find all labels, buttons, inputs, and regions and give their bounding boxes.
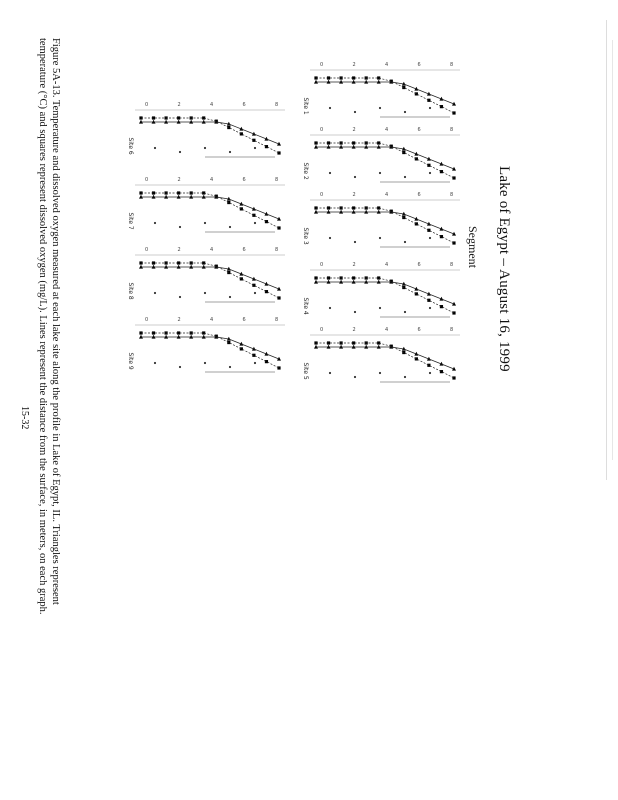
oxygen-point	[252, 354, 255, 357]
tick-label: 4	[210, 247, 214, 253]
tick-label: 4	[385, 327, 389, 333]
oxygen-point	[415, 292, 418, 295]
temperature-line	[316, 147, 454, 169]
tick-label: 6	[242, 102, 246, 108]
tick-label: 6	[242, 177, 246, 183]
sample-marker	[329, 107, 331, 109]
temperature-line	[316, 282, 454, 304]
oxygen-point	[402, 151, 405, 154]
temperature-line	[141, 267, 279, 289]
tick-label: 0	[145, 177, 149, 183]
tick-label: 0	[145, 247, 149, 253]
sample-marker	[429, 372, 431, 374]
oxygen-point	[227, 341, 230, 344]
oxygen-point	[265, 220, 268, 223]
tick-label: 2	[352, 262, 356, 268]
tick-label: 8	[275, 177, 279, 183]
oxygen-point	[427, 164, 430, 167]
section-label: Segment	[466, 226, 480, 268]
sample-marker	[404, 376, 406, 378]
oxygen-point	[402, 216, 405, 219]
sample-marker	[429, 172, 431, 174]
panel-label: Site 3	[302, 227, 309, 245]
oxygen-point	[440, 305, 443, 308]
panel-label: Site 8	[127, 282, 134, 300]
oxygen-point	[452, 311, 455, 314]
tick-label: 6	[242, 317, 246, 323]
sample-marker	[354, 376, 356, 378]
sample-marker	[229, 296, 231, 298]
sample-marker	[254, 292, 256, 294]
oxygen-point	[277, 296, 280, 299]
sample-marker	[354, 111, 356, 113]
oxygen-point	[277, 226, 280, 229]
sample-marker	[329, 237, 331, 239]
tick-label: 4	[210, 102, 214, 108]
sample-marker	[204, 222, 206, 224]
tick-label: 4	[385, 192, 389, 198]
tick-label: 6	[417, 262, 421, 268]
oxygen-point	[240, 132, 243, 135]
caption-line-1: Figure 5A-13. Temperature and dissolved oxygen measured at each lake site along the profile in Lake of Egypt, IL. Triangles represent	[50, 38, 61, 605]
sample-marker	[379, 172, 381, 174]
sample-marker	[179, 226, 181, 228]
temperature-line	[141, 197, 279, 219]
oxygen-point	[240, 207, 243, 210]
sample-marker	[179, 151, 181, 153]
sample-marker	[204, 292, 206, 294]
oxygen-point	[415, 157, 418, 160]
oxygen-point	[277, 366, 280, 369]
sample-marker	[154, 292, 156, 294]
sample-marker	[329, 307, 331, 309]
sample-marker	[229, 366, 231, 368]
oxygen-point	[415, 92, 418, 95]
oxygen-point	[440, 170, 443, 173]
sample-marker	[154, 222, 156, 224]
tick-label: 0	[145, 317, 149, 323]
tick-label: 6	[417, 127, 421, 133]
panel-label: Site 9	[127, 352, 134, 370]
sample-marker	[429, 237, 431, 239]
oxygen-point	[452, 111, 455, 114]
panel-label: Site 4	[302, 297, 309, 315]
tick-label: 0	[145, 102, 149, 108]
oxygen-point	[265, 290, 268, 293]
tick-label: 6	[417, 192, 421, 198]
sample-marker	[229, 151, 231, 153]
tick-label: 2	[177, 317, 181, 323]
page-title: Lake of Egypt – August 16, 1999	[496, 166, 512, 372]
oxygen-point	[227, 126, 230, 129]
oxygen-point	[452, 376, 455, 379]
oxygen-point	[427, 364, 430, 367]
oxygen-point	[402, 86, 405, 89]
sample-marker	[429, 107, 431, 109]
oxygen-point	[265, 360, 268, 363]
sample-marker	[379, 307, 381, 309]
tick-label: 4	[385, 262, 389, 268]
oxygen-point	[427, 229, 430, 232]
oxygen-point	[265, 145, 268, 148]
tick-label: 8	[275, 247, 279, 253]
tick-label: 8	[450, 327, 454, 333]
panel-label: Site 6	[127, 137, 134, 155]
tick-label: 0	[320, 62, 324, 68]
oxygen-point	[440, 235, 443, 238]
oxygen-point	[427, 99, 430, 102]
sample-marker	[204, 362, 206, 364]
page-number: 15-32	[19, 406, 30, 430]
tick-label: 2	[177, 247, 181, 253]
oxygen-point	[440, 105, 443, 108]
tick-label: 0	[320, 192, 324, 198]
tick-label: 4	[385, 62, 389, 68]
sample-marker	[329, 172, 331, 174]
sample-marker	[254, 222, 256, 224]
tick-label: 2	[177, 102, 181, 108]
oxygen-point	[402, 351, 405, 354]
oxygen-point	[427, 299, 430, 302]
tick-label: 0	[320, 327, 324, 333]
sample-marker	[354, 311, 356, 313]
temperature-line	[316, 347, 454, 369]
sample-marker	[379, 107, 381, 109]
oxygen-point	[415, 357, 418, 360]
tick-label: 4	[385, 127, 389, 133]
caption-line-2: temperature (°C) and squares represent dissolved oxygen (mg/L). Lines represent the distance from the surface, in meters, on each graph.	[37, 38, 48, 615]
sample-marker	[204, 147, 206, 149]
tick-label: 8	[450, 127, 454, 133]
tick-label: 2	[352, 327, 356, 333]
sample-marker	[254, 362, 256, 364]
tick-label: 8	[275, 317, 279, 323]
sample-marker	[404, 311, 406, 313]
tick-label: 8	[450, 262, 454, 268]
tick-label: 6	[417, 327, 421, 333]
oxygen-point	[252, 139, 255, 142]
tick-label: 0	[320, 262, 324, 268]
oxygen-point	[440, 370, 443, 373]
panel-label: Site 7	[127, 212, 134, 230]
sample-marker	[254, 147, 256, 149]
oxygen-point	[452, 176, 455, 179]
sample-marker	[154, 147, 156, 149]
tick-label: 2	[352, 62, 356, 68]
tick-label: 2	[352, 127, 356, 133]
oxygen-point	[240, 277, 243, 280]
sample-marker	[404, 241, 406, 243]
panel-label: Site 5	[302, 362, 309, 380]
tick-label: 2	[352, 192, 356, 198]
sample-marker	[404, 176, 406, 178]
tick-label: 8	[450, 192, 454, 198]
sample-marker	[329, 372, 331, 374]
temperature-line	[316, 82, 454, 104]
tick-label: 0	[320, 127, 324, 133]
sample-marker	[379, 237, 381, 239]
oxygen-point	[252, 214, 255, 217]
oxygen-point	[240, 347, 243, 350]
temperature-line	[141, 122, 279, 144]
oxygen-point	[227, 201, 230, 204]
sample-marker	[229, 226, 231, 228]
oxygen-point	[252, 284, 255, 287]
sample-marker	[179, 366, 181, 368]
tick-label: 4	[210, 317, 214, 323]
temperature-line	[316, 212, 454, 234]
sample-marker	[179, 296, 181, 298]
panel-label: Site 1	[302, 97, 309, 115]
sample-marker	[429, 307, 431, 309]
sample-marker	[404, 111, 406, 113]
oxygen-point	[402, 286, 405, 289]
sample-marker	[379, 372, 381, 374]
tick-label: 6	[242, 247, 246, 253]
sample-marker	[154, 362, 156, 364]
tick-label: 4	[210, 177, 214, 183]
tick-label: 8	[275, 102, 279, 108]
panel-label: Site 2	[302, 162, 309, 180]
oxygen-point	[415, 222, 418, 225]
oxygen-point	[227, 271, 230, 274]
sample-marker	[354, 176, 356, 178]
oxygen-point	[452, 241, 455, 244]
temperature-line	[141, 337, 279, 359]
oxygen-point	[277, 151, 280, 154]
tick-label: 2	[177, 177, 181, 183]
tick-label: 6	[417, 62, 421, 68]
sample-marker	[354, 241, 356, 243]
tick-label: 8	[450, 62, 454, 68]
